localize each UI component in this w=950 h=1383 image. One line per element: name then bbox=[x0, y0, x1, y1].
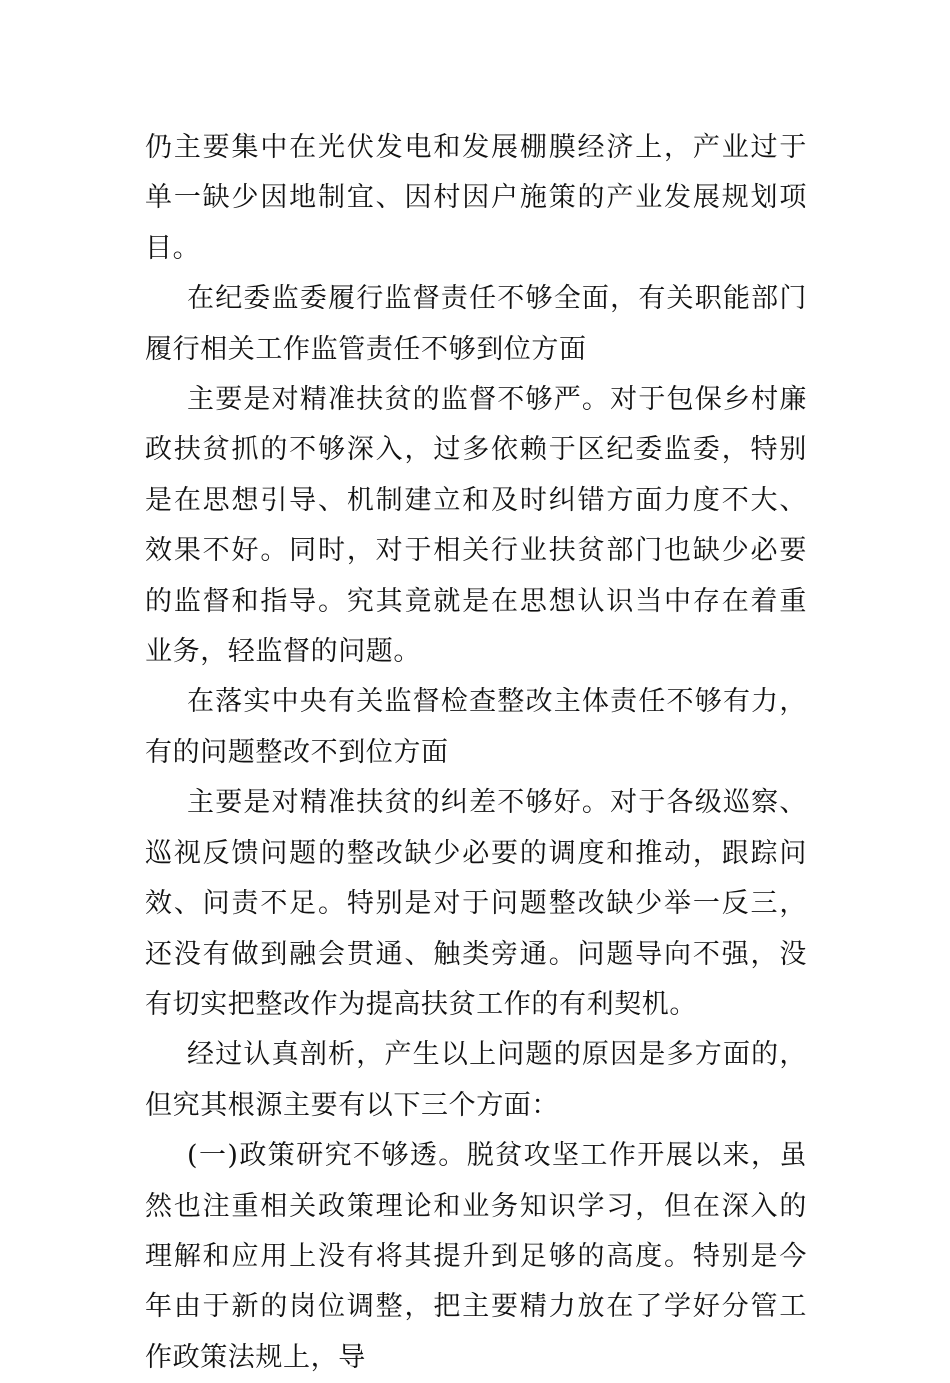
section-heading-supervision: 在纪委监委履行监督责任不够全面，有关职能部门履行相关工作监管责任不够到位方面 bbox=[145, 283, 807, 365]
paragraph-supervision: 主要是对精准扶贫的监督不够严。对于包保乡村廉政扶贫抓的不够深入，过多依赖于区纪委监委，特别是在思想引导、机制建立和及时纠错方面力度不大、效果不好。同时，对于相关行业扶贫部门也缺少必要的监督和指导。究其竟就是在思想认识当中存在着重业务，轻监督的问题。 bbox=[145, 384, 807, 668]
paragraph-continuation: 仍主要集中在光伏发电和发展棚膜经济上，产业过于单一缺少因地制宜、因村因户施策的产业发展规划项目。 bbox=[145, 132, 807, 264]
paragraph-rectification: 主要是对精准扶贫的纠差不够好。对于各级巡察、巡视反馈问题的整改缺少必要的调度和推动，跟踪问效、问责不足。特别是对于问题整改缺少举一反三，还没有做到融会贯通、触类旁通。问题导向不强，没有切实把整改作为提高扶贫工作的有利契机。 bbox=[145, 787, 807, 1020]
section-heading-rectification: 在落实中央有关监督检查整改主体责任不够有力，有的问题整改不到位方面 bbox=[145, 686, 807, 768]
paragraph-causes-intro: 经过认真剖析，产生以上问题的原因是多方面的，但究其根源主要有以下三个方面： bbox=[145, 1039, 807, 1121]
document-body bbox=[145, 123, 807, 1383]
paragraph-cause-one: (一)政策研究不够透。脱贫攻坚工作开展以来，虽然也注重相关政策理论和业务知识学习，但在深入的理解和应用上没有将其提升到足够的高度。特别是今年由于新的岗位调整，把主要精力放在了学好分管工作政策法规上，导 bbox=[145, 1140, 807, 1373]
